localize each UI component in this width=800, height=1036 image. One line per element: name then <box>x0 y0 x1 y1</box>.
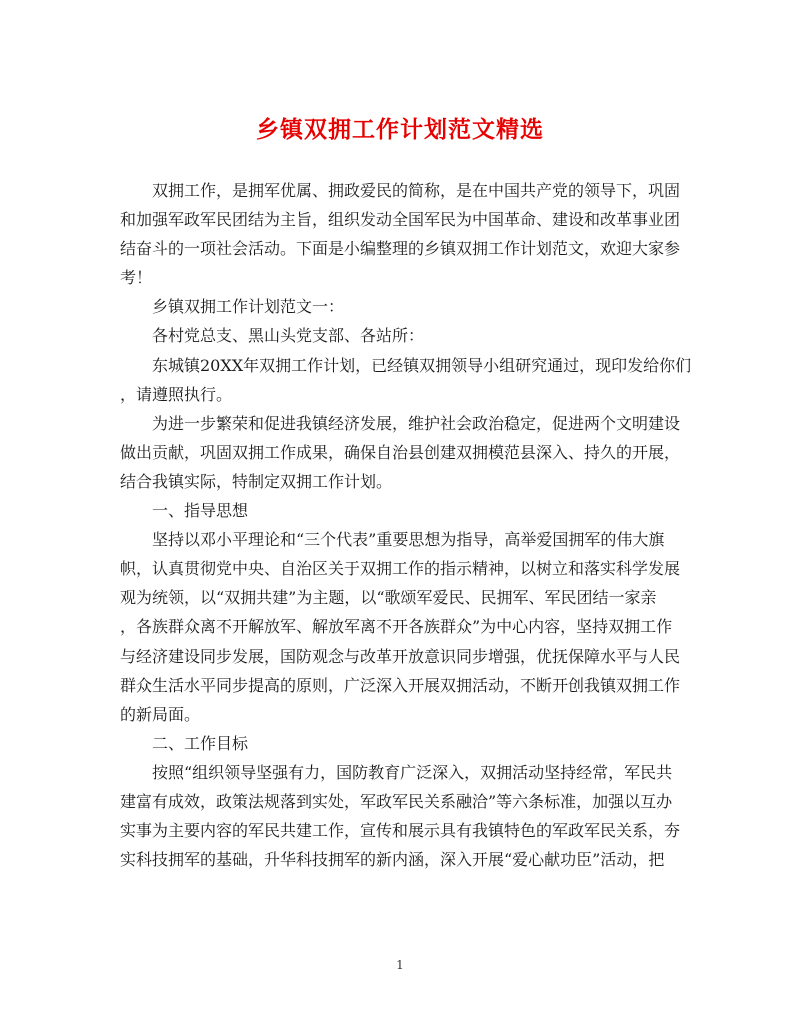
body-line: 的新局面。 <box>120 704 201 724</box>
salutation-line: 各村党总支、黑山头党支部、各站所： <box>152 326 425 346</box>
body-line: ，请遵照执行。 <box>120 384 233 404</box>
body-line: 群众生活水平同步提高的原则，广泛深入开展双拥活动，不断开创我镇双拥工作 <box>120 675 681 695</box>
body-line: 建富有成效，政策法规落到实处，军政军民关系融洽”等六条标准，加强以互办 <box>120 791 673 811</box>
body-line: 结奋斗的一项社会活动。下面是小编整理的乡镇双拥工作计划范文，欢迎大家参 <box>120 239 681 259</box>
body-line: 做出贡献，巩固双拥工作成果，确保自治县创建双拥模范县深入、持久的开展， <box>120 442 681 462</box>
body-line: 与经济建设同步发展，国防观念与改革开放意识同步增强，优抚保障水平与人民 <box>120 646 681 666</box>
body-line: 结合我镇实际，特制定双拥工作计划。 <box>120 471 393 491</box>
body-line: 为进一步繁荣和促进我镇经济发展，维护社会政治稳定，促进两个文明建设 <box>152 413 681 433</box>
page-number: 1 <box>396 958 404 972</box>
body-line: 东城镇20XX年双拥工作计划，已经镇双拥领导小组研究通过，现印发给你们 <box>152 355 692 375</box>
section-heading: 一、指导思想 <box>152 501 249 521</box>
body-line: 实事为主要内容的军民共建工作，宣传和展示具有我镇特色的军政军民关系，夯 <box>120 821 681 841</box>
body-line: 考！ <box>120 268 153 288</box>
body-line: 观为统领，以“双拥共建”为主题，以“歌颂军爱民、民拥军、军民团结一家亲 <box>120 588 657 608</box>
section-intro-line: 乡镇双拥工作计划范文一： <box>152 297 345 317</box>
body-line: ，各族群众离不开解放军、解放军离不开各族群众”为中心内容，坚持双拥工作 <box>120 617 673 637</box>
document-body <box>120 176 692 874</box>
body-line: 双拥工作，是拥军优属、拥政爱民的简称，是在中国共产党的领导下，巩固 <box>152 181 681 200</box>
document-title: 乡镇双拥工作计划范文精选 <box>256 117 544 143</box>
section-heading: 二、工作目标 <box>152 733 249 753</box>
body-line: 坚持以邓小平理论和“三个代表”重要思想为指导，高举爱国拥军的伟大旗 <box>152 530 665 550</box>
body-line: 帜，认真贯彻党中央、自治区关于双拥工作的指示精神，以树立和落实科学发展 <box>120 559 681 579</box>
body-line: 按照“组织领导坚强有力，国防教育广泛深入，双拥活动坚持经常，军民共 <box>152 762 673 782</box>
body-line: 和加强军政军民团结为主旨，组织发动全国军民为中国革命、建设和改革事业团 <box>120 210 681 230</box>
body-line: 实科技拥军的基础，升华科技拥军的新内涵，深入开展“爱心献功臣”活动，把 <box>120 850 665 870</box>
